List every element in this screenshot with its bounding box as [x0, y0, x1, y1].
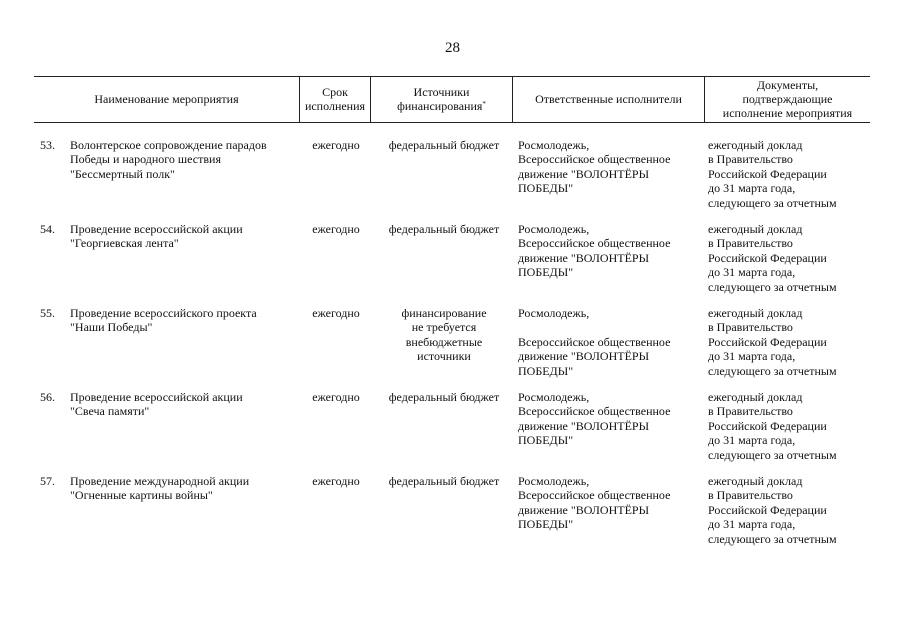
funding-source-line: федеральный бюджет: [388, 390, 500, 404]
funding-source: [372, 222, 516, 236]
funding-source: [372, 306, 516, 364]
deadline-line: ежегодно: [312, 222, 360, 236]
confirming-documents-line: следующего за отчетным: [708, 279, 837, 294]
responsible-executors-line: движение "ВОЛОНТЁРЫ: [518, 418, 650, 433]
responsible-executors-line: Всероссийское общественное: [518, 488, 671, 503]
confirming-documents: [708, 306, 870, 378]
responsible-executors-line: Росмолодежь,: [518, 474, 590, 488]
footnote-mark: *: [482, 100, 486, 108]
event-name-line: Волонтерское сопровождение парадов: [70, 138, 267, 152]
event-name: [70, 390, 300, 419]
deadline-line: ежегодно: [312, 390, 360, 404]
confirming-documents-line: ежегодный доклад: [708, 390, 803, 404]
deadline-line: ежегодно: [312, 138, 360, 152]
confirming-documents-line: следующего за отчетным: [708, 531, 837, 546]
responsible-executors-line: ПОБЕДЫ": [518, 181, 574, 196]
responsible-executors: [518, 306, 702, 378]
responsible-executors: [518, 474, 702, 532]
event-name: [70, 222, 300, 251]
header-responsible: Ответственные исполнители: [535, 92, 682, 106]
event-name-line: "Георгиевская лента": [70, 236, 179, 251]
responsible-executors-line: Росмолодежь,: [518, 138, 590, 152]
confirming-documents-line: в Правительство: [708, 404, 793, 419]
event-name-line: "Огненные картины войны": [70, 488, 213, 503]
funding-source: [372, 390, 516, 404]
confirming-documents-line: Российской Федерации: [708, 166, 827, 181]
responsible-executors-line: Росмолодежь,: [518, 222, 590, 236]
deadline: [305, 138, 367, 152]
confirming-documents-line: Российской Федерации: [708, 418, 827, 433]
responsible-executors-line: движение "ВОЛОНТЁРЫ: [518, 349, 650, 364]
funding-source-line: источники: [417, 349, 471, 364]
responsible-executors: [518, 138, 702, 196]
confirming-documents-line: до 31 марта года,: [708, 349, 796, 364]
confirming-documents-line: ежегодный доклад: [708, 474, 803, 488]
event-name-line: Победы и народного шествия: [70, 152, 221, 167]
confirming-documents-line: ежегодный доклад: [708, 138, 803, 152]
responsible-executors-line: [518, 320, 702, 334]
responsible-executors-line: движение "ВОЛОНТЁРЫ: [518, 250, 650, 265]
event-name-line: Проведение международной акции: [70, 474, 250, 488]
responsible-executors-line: Росмолодежь,: [518, 306, 590, 320]
row-number: 54.: [40, 222, 55, 236]
row-number: 53.: [40, 138, 55, 152]
responsible-executors-line: движение "ВОЛОНТЁРЫ: [518, 166, 650, 181]
responsible-executors-line: Всероссийское общественное: [518, 404, 671, 419]
responsible-executors-line: Всероссийское общественное: [518, 236, 671, 251]
event-name-line: Проведение всероссийской акции: [70, 222, 243, 236]
header-documents: Документы, подтверждающие исполнение мероприятия: [722, 78, 853, 120]
deadline: [305, 222, 367, 236]
confirming-documents-line: ежегодный доклад: [708, 306, 803, 320]
confirming-documents: [708, 390, 870, 462]
funding-source-line: федеральный бюджет: [388, 474, 500, 488]
deadline: [305, 306, 367, 320]
responsible-executors: [518, 390, 702, 448]
row-number: 55.: [40, 306, 55, 320]
event-name-line: "Наши Победы": [70, 320, 153, 335]
confirming-documents-line: в Правительство: [708, 320, 793, 335]
funding-source-line: федеральный бюджет: [388, 222, 500, 236]
confirming-documents-line: следующего за отчетным: [708, 447, 837, 462]
responsible-executors-line: ПОБЕДЫ": [518, 363, 574, 378]
confirming-documents-line: до 31 марта года,: [708, 517, 796, 532]
header-deadline: Срок исполнения: [304, 85, 366, 113]
event-name-line: "Бессмертный полк": [70, 166, 175, 181]
confirming-documents-line: до 31 марта года,: [708, 433, 796, 448]
confirming-documents-line: ежегодный доклад: [708, 222, 803, 236]
confirming-documents-line: в Правительство: [708, 152, 793, 167]
funding-source-line: федеральный бюджет: [388, 138, 500, 152]
confirming-documents-line: до 31 марта года,: [708, 181, 796, 196]
funding-source-line: финансирование: [401, 306, 487, 320]
row-number: 56.: [40, 390, 55, 404]
event-name-line: "Свеча памяти": [70, 404, 150, 419]
confirming-documents: [708, 222, 870, 294]
responsible-executors-line: ПОБЕДЫ": [518, 433, 574, 448]
event-name-line: Проведение всероссийского проекта: [70, 306, 257, 320]
deadline: [305, 474, 367, 488]
confirming-documents-line: в Правительство: [708, 488, 793, 503]
responsible-executors-line: Росмолодежь,: [518, 390, 590, 404]
funding-source: [372, 138, 516, 152]
header-name: Наименование мероприятия: [94, 92, 239, 106]
responsible-executors-line: Всероссийское общественное: [518, 334, 671, 349]
confirming-documents-line: до 31 марта года,: [708, 265, 796, 280]
confirming-documents-line: следующего за отчетным: [708, 195, 837, 210]
confirming-documents-line: следующего за отчетным: [708, 363, 837, 378]
responsible-executors: [518, 222, 702, 280]
row-number: 57.: [40, 474, 55, 488]
responsible-executors-line: движение "ВОЛОНТЁРЫ: [518, 502, 650, 517]
confirming-documents-line: в Правительство: [708, 236, 793, 251]
header-funding: Источники финансирования*: [397, 85, 486, 113]
event-name: [70, 474, 300, 503]
funding-source-line: не требуется: [411, 320, 477, 335]
confirming-documents: [708, 474, 870, 546]
event-name: [70, 138, 300, 181]
deadline-line: ежегодно: [312, 474, 360, 488]
confirming-documents: [708, 138, 870, 210]
confirming-documents-line: Российской Федерации: [708, 250, 827, 265]
funding-source-line: внебюджетные: [405, 334, 483, 349]
confirming-documents-line: Российской Федерации: [708, 334, 827, 349]
responsible-executors-line: Всероссийское общественное: [518, 152, 671, 167]
confirming-documents-line: Российской Федерации: [708, 502, 827, 517]
event-name: [70, 306, 300, 335]
table-header-bottom-rule: [34, 122, 870, 123]
responsible-executors-line: ПОБЕДЫ": [518, 517, 574, 532]
page-number: 28: [445, 40, 460, 56]
deadline: [305, 390, 367, 404]
funding-source: [372, 474, 516, 488]
responsible-executors-line: ПОБЕДЫ": [518, 265, 574, 280]
event-name-line: Проведение всероссийской акции: [70, 390, 243, 404]
deadline-line: ежегодно: [312, 306, 360, 320]
